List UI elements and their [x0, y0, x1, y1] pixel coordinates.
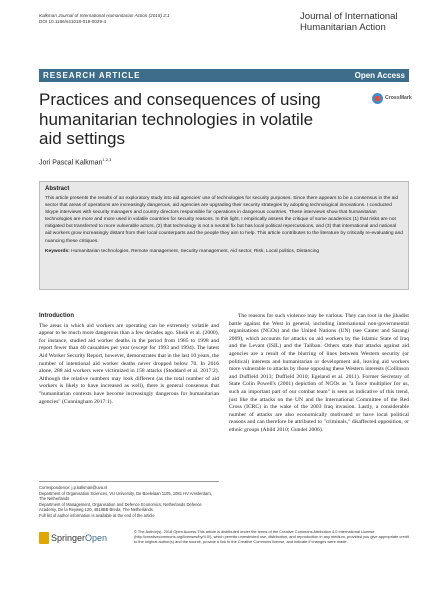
license-text: © The Author(s). 2018 Open Access This article is distributed under the terms of the Creative Commons Attribution 4.0 International License (http://creativecommons.org/licenses/by/4.0/), which permits unrestricted use, distribution, and reproduction in any medium, provided you give appropriate credit to the original author(s) and the source, provide a link to the Creative Commons license, and indicate if changes were made.: [134, 529, 409, 545]
author-line: [39, 157, 111, 166]
abstract-text: This article presents the results of an exploratory study into aid agencies' use of technologies for security purposes. Since there appears to be a consensus in the aid sector that areas of operations are increasingly dangerous, aid agencies are upgrading their security strategies by adopting technological innovations. I conducted Skype interviews with security managers and country directors responsible for operations in dangerous countries. These interviews show that humanitarian technologies are more and more used in volatile countries for security reasons. In this light, I empirically assess the critique of some academics (1) that risks are not mitigated but transferred to more vulnerable actors, (2) that technology is not a neutral fix but has local political repercussions, and (3) that international and national aid workers grow increasingly distant from their local counterparts and the people they aim to help. This article contributes to the literature by critically re-evaluating and nuancing these critiques.: [45, 196, 403, 244]
body-paragraph: The areas in which aid workers are operating can be extremely volatile and appear to be much more dangerous than a few decades ago. Sheik et al. (2000), for instance, studied aid worker deaths in the period from 1985 to 1998 and report fewer than 40 casualties per year (except for 1993 and 1994). The latest Aid Worker Security Report, however, demonstrates that in the last 10 years, the number of intentional aid worker deaths never dropped below 70. In 2016 alone, 288 aid workers were victimized in 158 attacks (Stoddard et al. 2017:2). Although the relative numbers may look different (as the total number of aid workers is likely to have increased as well), there is general consensus that "humanitarian contexts have become increasingly dangerous for humanitarian agencies" (Cunningham 2017:1).: [39, 322, 219, 405]
journal-name: Journal of International Humanitarian Action: [300, 11, 398, 33]
abstract-box: [39, 181, 409, 290]
keywords-label: Keywords:: [45, 248, 70, 254]
crossmark-label: CrossMark: [385, 95, 412, 101]
left-column: [39, 313, 219, 406]
author-affiliation-marks: 1,2,3: [102, 157, 112, 162]
publisher-open: Open: [85, 533, 108, 543]
keywords: [45, 248, 403, 255]
springer-open-icon: [39, 532, 49, 544]
open-access-label: Open Access: [354, 71, 405, 80]
article-type-banner: [39, 69, 409, 82]
page-footer: [39, 529, 409, 559]
running-header: [39, 13, 170, 25]
publisher-brand: Springer: [51, 533, 86, 543]
springer-open-logo: [39, 532, 109, 546]
doi-link[interactable]: DOI 10.1186/s41018-018-0029-4: [39, 19, 107, 25]
abstract-heading: Abstract: [45, 186, 70, 192]
crossmark-icon: [372, 93, 383, 104]
affiliation-2: Department of Management, Organisation and Defence Economics, Netherlands Defence Academy, De la Reyweg 120, 4818BB Breda, The Netherlands: [39, 501, 202, 512]
keywords-list: Humanitarian technologies, Remote management, Security management, Aid sector, Risk, Local politics, Distancing: [71, 248, 320, 254]
author-info-note: Full list of author information is available at the end of the article: [39, 512, 155, 518]
crossmark-badge[interactable]: [372, 93, 412, 105]
correspondence-email[interactable]: Correspondence: j.p.kalkman@uva.nl: [39, 485, 108, 490]
author-name[interactable]: Jori Pascal Kalkman: [39, 159, 103, 167]
section-heading-introduction: Introduction: [39, 313, 74, 319]
article-title: Practices and consequences of using humanitarian technologies in volatile aid settings: [39, 90, 321, 148]
right-column: [229, 313, 409, 435]
journal-citation: Kalkman Journal of International Humanitarian Action (2018) 3:1: [39, 13, 170, 18]
footnotes: [39, 481, 219, 518]
article-type-label: RESEARCH ARTICLE: [43, 71, 141, 80]
body-paragraph: The reasons for such violence may be various. They can root in the jihadist battle against the West in general, including international non-governmental organisations (NGOs) and the United Nations (UN) (see Canter and Sarangi 2009), which accounts for attacks on aid workers by the Islamic State of Iraq and the Levant (ISIL) and the Taliban. Others state that attacks against aid agencies are a result of the blurring of lines between Western security (or political) interests and humanitarian or development aid, leaving aid workers more vulnerable to attacks by those opposing these Western interests (Collinson and Duffield 2013; Duffield 2010; Egeland et al. 2011). Former Secretary of State Colin Powell's (2001) depiction of NGOs as "a force multiplier for us, such an important part of our combat team" is seen as indicative of this trend, just like the attacks on the UN and the International Committee of the Red Cross (ICRC) in the wake of the 2003 Iraq invasion. Lastly, a considerable number of attacks are also economically motivated or have local political reasons and can therefore be attributed to "criminals," disaffected opposition, or ethnic groups (Abild 2010; Gundel 2006).: [229, 313, 409, 433]
affiliation-1: Department of Organisation Sciences, VU University, De Boelelaan 1105, 1081 HV Amsterdam, The Netherlands: [39, 490, 212, 501]
